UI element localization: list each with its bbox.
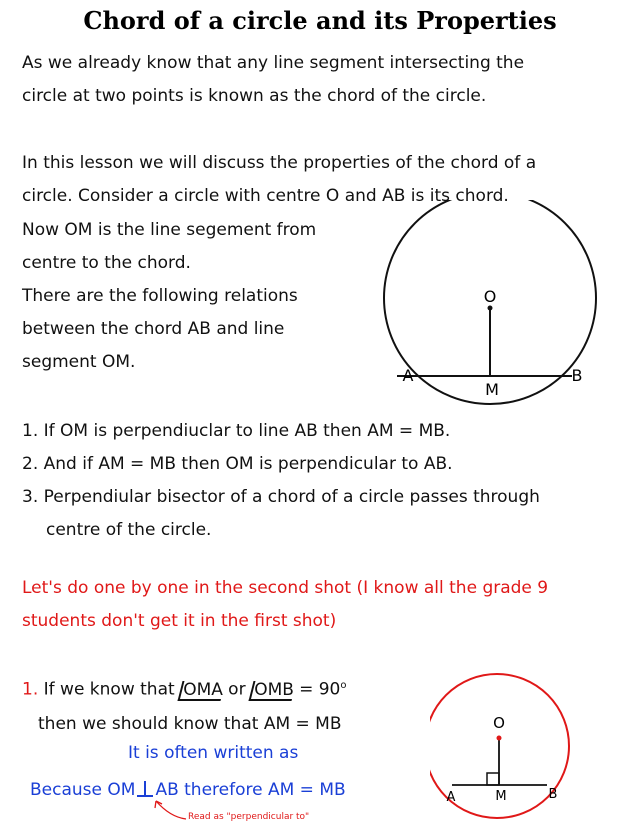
step-lead-text: If we know that xyxy=(43,679,175,700)
right-angle-mark xyxy=(487,773,499,785)
om-line: segment OM. xyxy=(22,352,136,372)
because-post: AB therefore AM = MB xyxy=(155,780,346,800)
properties-list xyxy=(22,415,540,547)
label-o: O xyxy=(483,287,497,306)
property-item: 3. Perpendiular bisector of a chord of a circle passes through xyxy=(22,487,540,507)
om-line: centre to the chord. xyxy=(22,253,191,273)
om-line: Now OM is the line segement from xyxy=(22,220,317,240)
label-m-2: M xyxy=(495,789,507,804)
angle-symbol-oma xyxy=(178,681,226,701)
circle-diagram-1 xyxy=(380,200,620,405)
om-line: between the chord AB and line xyxy=(22,319,285,339)
because-pre: Because OM xyxy=(30,780,136,800)
intro-paragraph xyxy=(22,47,524,113)
or-text: or xyxy=(228,679,246,700)
degree-symbol: o xyxy=(340,680,347,691)
label-a-2: A xyxy=(446,790,456,805)
label-o-2: O xyxy=(493,714,505,732)
angle-oma-label: OMA xyxy=(183,679,224,700)
centre-point xyxy=(488,306,493,311)
property-item: 2. And if AM = MB then OM is perpendicular to AB. xyxy=(22,454,453,474)
label-a: A xyxy=(402,366,414,385)
label-m: M xyxy=(485,380,499,399)
property-item: 1. If OM is perpendiuclar to line AB then AM = MB. xyxy=(22,421,451,441)
angle-omb-label: OMB xyxy=(254,679,294,700)
step-number: 1. xyxy=(22,679,39,700)
read-as-note: Read as "perpendicular to" xyxy=(188,812,310,822)
red-note xyxy=(22,572,548,638)
lesson-line: circle. Consider a circle with centre O and AB is its chord. xyxy=(22,186,509,206)
label-b-2: B xyxy=(548,787,558,802)
then-line: then we should know that AM = MB xyxy=(38,714,342,734)
lesson-line: In this lesson we will discuss the properties of the chord of a xyxy=(22,153,537,173)
intro-line: As we already know that any line segment intersecting the xyxy=(22,53,525,73)
page-title: Chord of a circle and its Properties xyxy=(83,6,557,35)
red-note-line: students don't get it in the first shot) xyxy=(22,611,337,631)
centre-point-2 xyxy=(497,736,502,741)
step1-statement xyxy=(22,669,347,707)
written-as-line: It is often written as xyxy=(128,743,299,763)
equals-90-text: = 90 xyxy=(299,679,341,700)
angle-symbol-omb xyxy=(248,681,296,701)
intro-line: circle at two points is known as the chord of the circle. xyxy=(22,86,487,106)
label-b: B xyxy=(571,366,583,385)
property-item-continued: centre of the circle. xyxy=(46,520,212,540)
red-note-line: Let's do one by one in the second shot (I know all the grade 9 xyxy=(22,578,549,598)
circle-diagram-2 xyxy=(430,670,630,825)
om-paragraph xyxy=(22,214,316,379)
om-line: There are the following relations xyxy=(22,286,298,306)
